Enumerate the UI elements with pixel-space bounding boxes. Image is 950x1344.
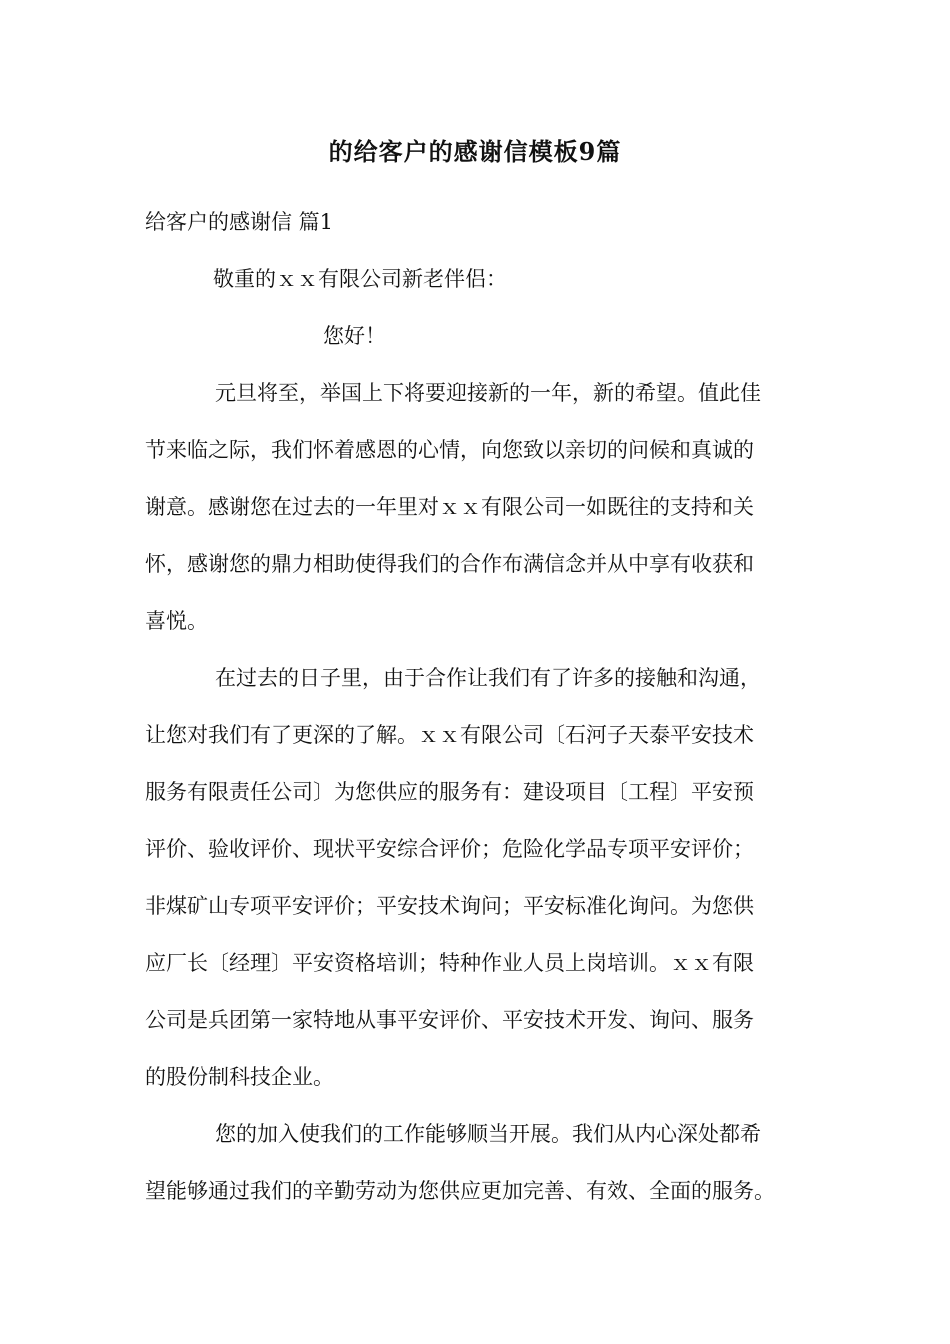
body-line: 服务有限责任公司〕为您供应的服务有：建设项目〔工程〕平安预 xyxy=(145,780,754,804)
body-line: 评价、验收评价、现状平安综合评价；危险化学品专项平安评价； xyxy=(145,837,754,861)
body-line: 在过去的日子里，由于合作让我们有了许多的接触和沟通， xyxy=(215,666,761,690)
body-line: 元旦将至，举国上下将要迎接新的一年，新的希望。值此佳 xyxy=(215,381,761,405)
document-title: 的给客户的感谢信模板9篇 xyxy=(328,137,622,166)
body-line: 谢意。感谢您在过去的一年里对ｘｘ有限公司一如既往的支持和关 xyxy=(145,495,754,519)
body-line: 节来临之际，我们怀着感恩的心情，向您致以亲切的问候和真诚的 xyxy=(145,438,754,462)
greeting: 您好！ xyxy=(323,324,386,348)
salutation: 敬重的ｘｘ有限公司新老伴侣： xyxy=(213,267,507,291)
section-heading: 给客户的感谢信 篇1 xyxy=(145,210,334,234)
body-line: 怀，感谢您的鼎力相助使得我们的合作布满信念并从中享有收获和 xyxy=(145,552,754,576)
body-line: 喜悦。 xyxy=(145,609,208,633)
body-line: 公司是兵团第一家特地从事平安评价、平安技术开发、询问、服务 xyxy=(145,1008,754,1032)
body-line: 应厂长〔经理〕平安资格培训；特种作业人员上岗培训。ｘｘ有限 xyxy=(145,951,754,975)
body-line: 您的加入使我们的工作能够顺当开展。我们从内心深处都希 xyxy=(215,1122,761,1146)
body-line: 的股份制科技企业。 xyxy=(145,1065,334,1089)
body-line: 非煤矿山专项平安评价；平安技术询问；平安标准化询问。为您供 xyxy=(145,894,754,918)
body-line: 让您对我们有了更深的了解。ｘｘ有限公司〔石河子天泰平安技术 xyxy=(145,723,754,747)
body-line: 望能够通过我们的辛勤劳动为您供应更加完善、有效、全面的服务。 xyxy=(145,1179,775,1203)
